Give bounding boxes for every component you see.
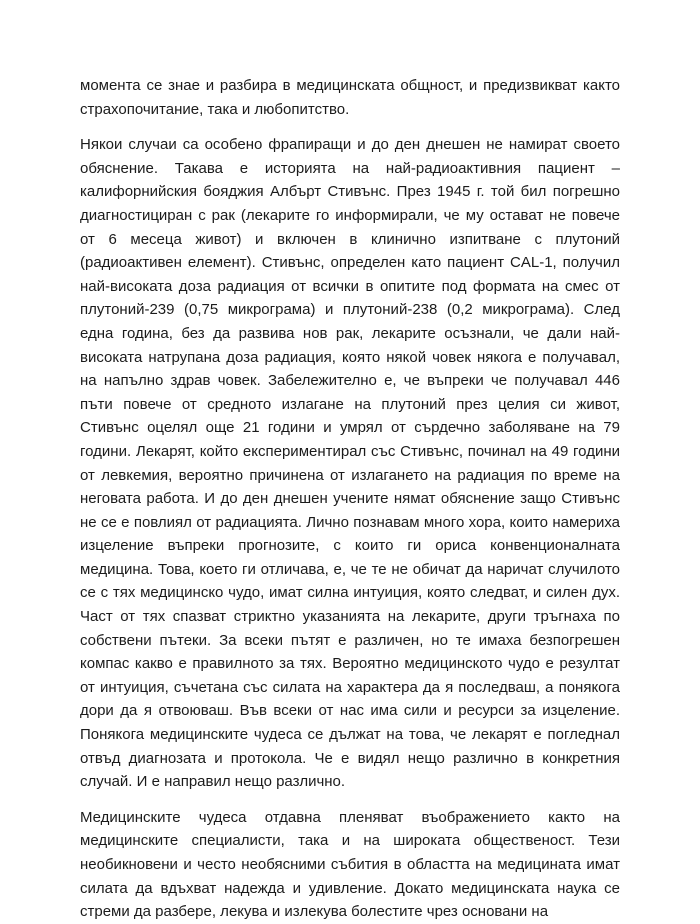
document-page — [80, 74, 620, 924]
paragraph-3: Медицинските чудеса отдавна пленяват въображението както на медицинските специалисти, така и на широката общественост. Тези необикновени и често необясними събития в областта на медицината имат силата да вдъхват надежда и удивление. Докато медицинската наука се стреми да разбере, лекува и излекува болестите чрез основани на — [80, 808, 620, 921]
paragraph-1: момента се знае и разбира в медицинската общност, и предизвикват както страхопочитание, така и любопитство. — [80, 77, 620, 118]
paragraph-2: Някои случаи са особено фрапиращи и до ден днешен не намират своето обяснение. Такава е историята на най-радиоактивния пациент – калифорнийския бояджия Албърт Стивънс. През 1945 г. той бил погрешно диагностициран с рак (лекарите го информирали, че му остават не повече от 6 месеца живот) и включен в клинично изпитване с плутоний (радиоактивен елемент). Стивънс, определен като пациент CAL-1, получил най-високата доза радиация от всички в опитите под формата на смес от плутоний-239 (0,75 микрограма) и плутоний-238 (0,2 микрограма). След една година, без да развива нов рак, лекарите осъзнали, че дали най-високата натрупана доза радиация, която някой човек някога е получавал, на напълно здрав човек. Забележително е, че въпреки че получавал 446 пъти повече от средното излагане на плутоний през целия си живот, Стивънс оцелял още 21 години и умрял от сърдечно заболяване на 79 години. Лекарят, който експериментирал със Стивънс, починал на 49 години от левкемия, вероятно причинена от излагането на радиация по време на неговата работа. И до ден днешен учените нямат обяснение защо Стивънс не се е повлиял от радиацията. Лично познавам много хора, които намериха изцеление въпреки прогнозите, с които ги ориса конвенционалната медицина. Това, което ги отличава, е, че те не обичат да наричат случилото се с тях медицинско чудо, имат силна интуиция, която следват, и силен дух. Част от тях спазват стриктно указанията на лекарите, други тръгнаха по собствени пътеки. За всеки пътят е различен, но те имаха безпогрешен компас какво е правилното за тях. Вероятно медицинското чудо е резултат от интуиция, съчетана със силата на характера да я последваш, а понякога дори да я отвоюваш. Във всеки от нас има сили и ресурси за изцеление. Понякога медицинските чудеса се дължат на това, че лекарят е погледнал отвъд диагнозата и протокола. Че е видял нещо различно в конкретния случай. И е направил нещо различно. — [80, 136, 620, 791]
